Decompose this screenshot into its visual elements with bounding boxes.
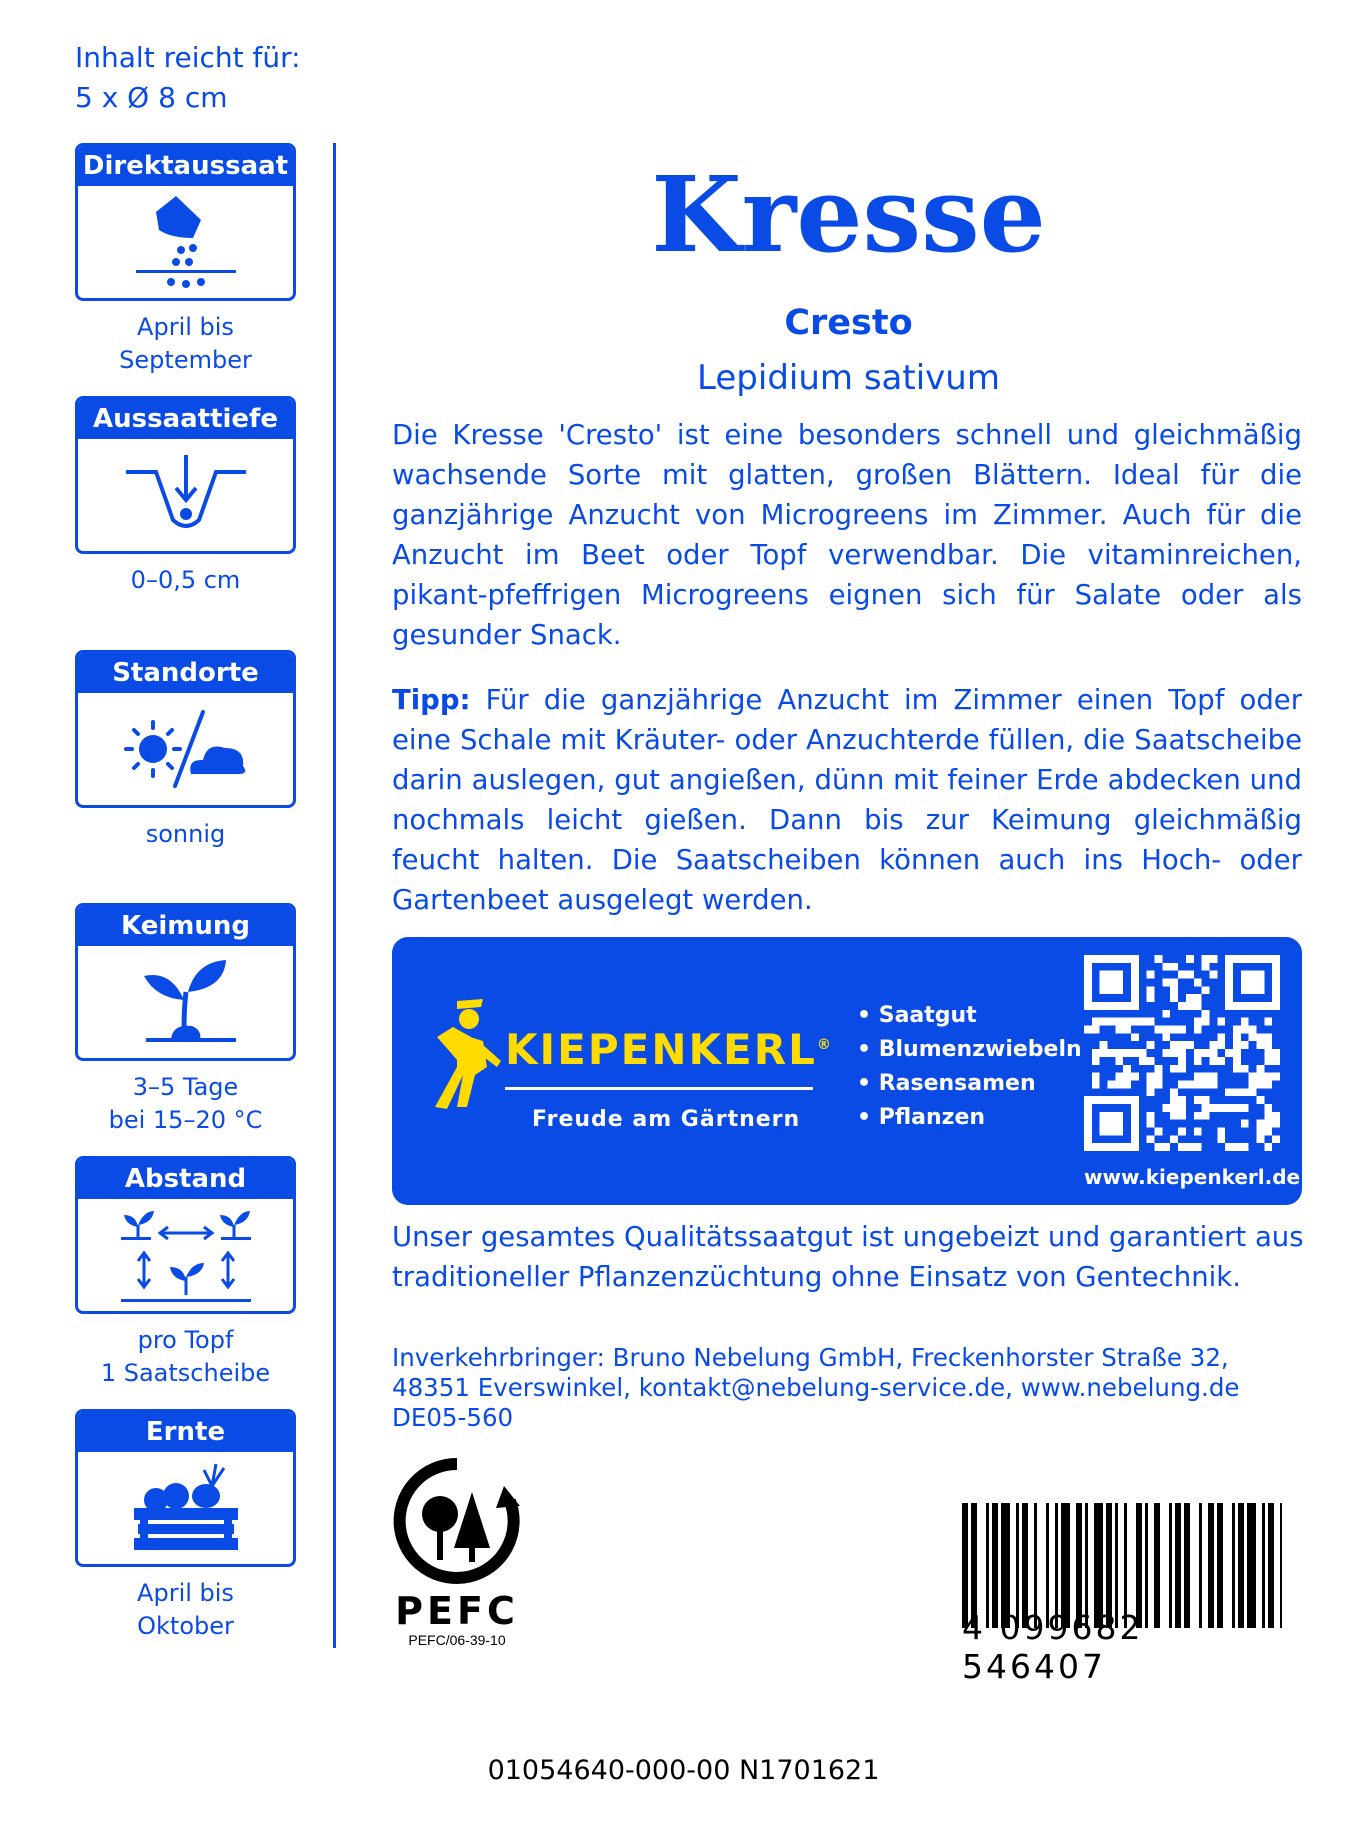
brand-slogan: Freude am Gärtnern <box>532 1107 801 1132</box>
card-title: Aussaattiefe <box>78 399 293 439</box>
card-caption-line2: September <box>119 346 252 374</box>
list-item: • Rasensamen <box>857 1071 1036 1096</box>
card-sowing-depth <box>75 396 296 597</box>
brand-categories <box>857 999 1082 1135</box>
card-title: Direktaussaat <box>78 146 293 186</box>
card-caption-line2: bei 15–20 °C <box>108 1106 263 1134</box>
capacity-value: 5 x Ø 8 cm <box>75 81 228 114</box>
card-spacing <box>75 1156 296 1390</box>
pefc-label: PEFC <box>395 1589 519 1633</box>
product-latin-name: Lepidium sativum <box>697 358 1000 398</box>
sowing-icon <box>131 192 241 292</box>
card-harvest <box>75 1409 296 1643</box>
capacity-label: Inhalt reicht für: <box>75 41 301 74</box>
card-title: Ernte <box>78 1412 293 1452</box>
card-caption-line2: 1 Saatscheibe <box>100 1359 271 1387</box>
sun-cloud-icon <box>121 704 251 794</box>
distributor-imprint <box>392 1343 1352 1433</box>
plant-spacing-icon <box>116 1203 256 1307</box>
card-caption-line1: 3–5 Tage <box>132 1073 239 1101</box>
imprint-line: DE05-560 <box>392 1403 514 1432</box>
tip-label: Tipp: <box>392 684 471 716</box>
list-item: • Saatgut <box>857 1003 977 1028</box>
harvest-crate-icon <box>126 1458 246 1558</box>
product-name: Kresse <box>651 153 1046 276</box>
imprint-line: 48351 Everswinkel, kontakt@nebelung-service.de, www.nebelung.de <box>392 1373 1240 1402</box>
list-item: • Blumenzwiebeln <box>857 1037 1082 1062</box>
pefc-logo-icon <box>392 1456 522 1636</box>
card-caption-line1: April bis <box>137 313 234 341</box>
barcode-digits: 4 099682 546407 <box>962 1608 1144 1686</box>
vertical-divider <box>333 143 336 1648</box>
card-location <box>75 650 296 851</box>
product-variety: Cresto <box>784 303 913 343</box>
card-caption-line1: April bis <box>137 1579 234 1607</box>
card-caption-line2: Oktober <box>137 1612 234 1640</box>
card-title: Standorte <box>78 653 293 693</box>
tip-text: Für die ganzjährige Anzucht im Zimmer einen Topf oder eine Schale mit Kräuter- oder Anzuchterde füllen, die Saatscheibe darin auslegen, gut angießen, dünn mit feiner Erde abdecken und nochmals leicht gießen. Dann bis zur Keimung gleichmäßig feucht halten. Die Saatscheiben können auch ins Hoch- oder Gartenbeet ausgelegt werden. <box>392 684 1302 916</box>
pefc-code: PEFC/06-39-10 <box>408 1632 506 1648</box>
imprint-line: Inverkehrbringer: Bruno Nebelung GmbH, Freckenhorster Straße 32, <box>392 1343 1229 1372</box>
brand-banner <box>392 937 1302 1205</box>
brand-logo-text: KIEPENKERL® <box>505 1025 833 1074</box>
card-caption-line1: 0–0,5 cm <box>130 566 241 594</box>
hiker-logo-icon <box>427 997 507 1117</box>
qr-code-icon[interactable] <box>1084 955 1280 1151</box>
sowing-depth-icon <box>121 450 251 540</box>
quality-statement: Unser gesamtes Qualitätssaatgut ist ungebeizt und garantiert aus traditioneller Pflanzenzüchtung ohne Einsatz von Gentechnik. <box>392 1221 1304 1293</box>
card-caption-line1: pro Topf <box>137 1326 234 1354</box>
card-direct-sowing <box>75 143 296 377</box>
card-germination <box>75 903 296 1137</box>
card-caption-line1: sonnig <box>145 820 226 848</box>
article-number: 01054640-000-00 N1701621 <box>487 1755 880 1786</box>
card-title: Keimung <box>78 906 293 946</box>
capacity-info <box>75 38 301 118</box>
brand-logo-underline <box>505 1087 813 1090</box>
seedling-icon <box>126 952 246 1052</box>
card-title: Abstand <box>78 1159 293 1199</box>
list-item: • Pflanzen <box>857 1105 986 1130</box>
brand-url[interactable]: www.kiepenkerl.de <box>1084 1165 1301 1189</box>
growing-tip <box>392 680 1302 920</box>
product-description: Die Kresse 'Cresto' ist eine besonders schnell und gleichmäßig wachsende Sorte mit glatten, großen Blättern. Ideal für die ganzjährige Anzucht von Microgreens im Zimmer. Auch für die Anzucht im Beet oder Topf verwendbar. Die vitaminreichen, pikant-pfeffrigen Microgreens eignen sich für Salate oder als gesunder Snack. <box>392 419 1302 651</box>
